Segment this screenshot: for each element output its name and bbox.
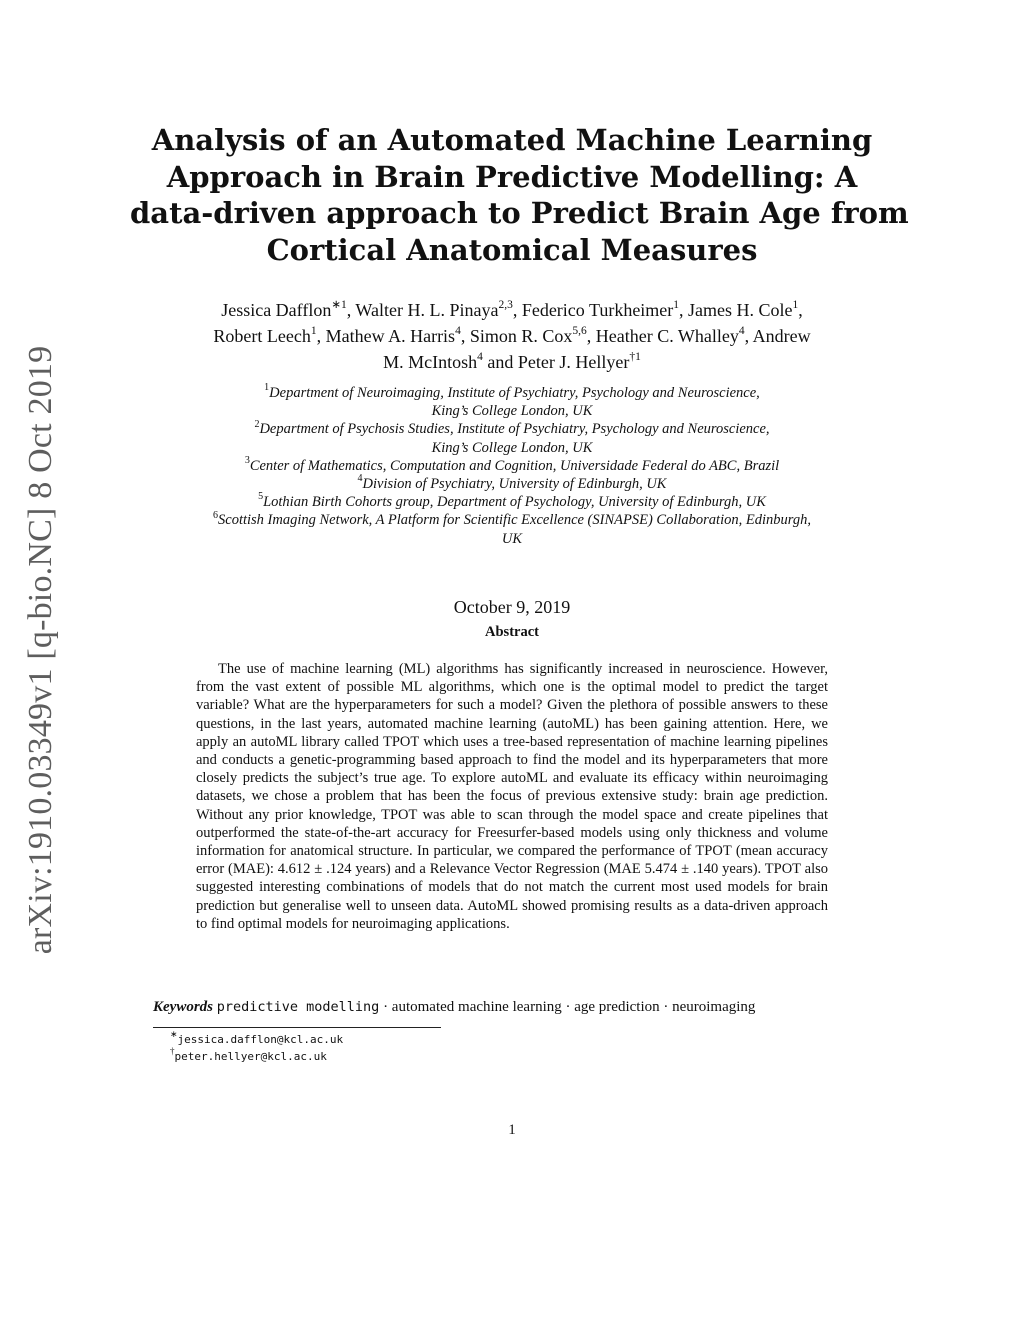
affiliation-mark: 2: [254, 418, 260, 430]
author-sep: ,: [512, 300, 522, 320]
affiliation-mark: 3: [244, 454, 250, 466]
affiliation-line: [120, 454, 904, 475]
title-line: Approach in Brain Predictive Modelling: A: [166, 159, 858, 194]
author-sep: and: [482, 352, 518, 372]
footnote-mark: †: [170, 1046, 175, 1057]
author-name: Federico Turkheimer: [521, 300, 674, 320]
affiliation-text: Division of Psychiatry, University of Edinburgh, UK: [362, 476, 667, 493]
author-sep: ,: [798, 300, 803, 320]
author-sep: ,: [586, 326, 596, 346]
author-affil-mark: †1: [629, 351, 641, 363]
author-line: [120, 297, 904, 323]
affiliation-line: [120, 420, 904, 438]
affiliation-mark: 4: [357, 473, 363, 485]
author-list: [120, 297, 904, 375]
paper-title: [130, 122, 909, 268]
keywords-line: [153, 999, 893, 1016]
affiliation-line: [120, 402, 904, 420]
affiliation-line: [120, 439, 904, 457]
affiliation-mark: 5: [258, 491, 264, 503]
affiliation-line: [120, 530, 904, 548]
title-line: data-driven approach to Predict Brain Age from: [130, 196, 909, 230]
author-name: Simon R. Cox: [469, 326, 573, 346]
author-sep: ,: [744, 326, 753, 346]
footnotes: [170, 1031, 343, 1065]
publication-date: October 9, 2019: [453, 597, 571, 617]
affiliation-mark: 1: [264, 382, 270, 394]
author-affil-mark: 4: [477, 351, 483, 363]
footnote-rule: [153, 1027, 441, 1028]
author-name: M. McIntosh: [383, 352, 478, 372]
affiliation-text: Lothian Birth Cohorts group, Department of Psychology, University of Edinburgh, UK: [263, 494, 766, 511]
author-name: Peter J. Hellyer: [517, 352, 630, 372]
author-name: Walter H. L. Pinaya: [355, 300, 499, 320]
author-name: James H. Cole: [688, 300, 793, 320]
author-affil-mark: 2,3: [498, 299, 513, 311]
author-affil-mark: 1: [310, 325, 317, 337]
affiliation-text: UK: [501, 530, 523, 547]
author-line: [120, 323, 904, 349]
abstract-body: The use of machine learning (ML) algorithms has significantly increased in neuroscience. However, from the vast extent of possible ML algorithms, which one is the optimal model to predict the target variable? What are the hyperparameters for such a model? Given the plethora of possible answers to these questions, in the last years, automated machine learning (autoML) has been gaining attention. Here, we apply an autoML library called TPOT which uses a tree-based representation of machine learning pipelines and conducts a genetic-programming based approach to find the model and its hyperparameters that more closely predicts the subject’s true age. To explore autoML and evaluate its efficacy within neuroimaging datasets, we chose a problem that has been the focus of previous extensive study: brain age prediction. Without any prior knowledge, TPOT was able to scan through the model space and create pipelines that outperformed the state-of-the-art accuracy for Freesurfer-based models using only thickness and volume information for anatomical structure. In particular, we compared the performance of TPOT (mean accuracy error (MAE): 4.612 ± .124 years) and a Relevance Vector Regression (MAE 5.474 ± .140 years). TPOT also suggested interesting combinations of models that do not match the current most used models for brain prediction but generalise well to unseen data. AutoML showed promising results as a data-driven approach to find optimal models for neuroimaging applications.: [196, 661, 828, 932]
footnote: [170, 1031, 343, 1048]
author-name: Mathew A. Harris: [325, 326, 456, 346]
footnote-email: jessica.dafflon@kcl.ac.uk: [177, 1033, 344, 1046]
affiliation-list: [120, 384, 904, 548]
keywords-label: Keywords: [153, 999, 213, 1015]
author-sep: ,: [679, 300, 689, 320]
arxiv-side-identifier: arXiv:1910.03349v1 [q-bio.NC] 8 Oct 2019: [22, 345, 59, 955]
author-name: Andrew: [752, 326, 811, 346]
affiliation-text: King’s College London, UK: [431, 439, 593, 456]
abstract-heading: Abstract: [485, 624, 539, 640]
author-sep: ,: [460, 326, 470, 346]
author-affil-mark: 5,6: [572, 325, 587, 337]
author-sep: ,: [346, 300, 356, 320]
keywords-rest: · automated machine learning · age prediction · neuroimaging: [379, 999, 756, 1015]
author-name: Robert Leech: [213, 326, 311, 346]
page-number: 1: [508, 1122, 516, 1138]
affiliation-mark: 6: [213, 509, 219, 521]
affiliation-text: Center of Mathematics, Computation and Cognition, Universidade Federal do ABC, Brazil: [249, 457, 780, 474]
title-line: Cortical Anatomical Measures: [266, 232, 758, 267]
author-sep: ,: [316, 326, 326, 346]
affiliation-text: Scottish Imaging Network, A Platform for Scientific Excellence (SINAPSE) Collaboration, Edinburgh,: [218, 512, 811, 529]
affiliation-line: [120, 384, 904, 402]
author-name: Heather C. Whalley: [595, 326, 739, 346]
title-line: Analysis of an Automated Machine Learning: [151, 123, 873, 157]
affiliation-line: [120, 475, 904, 493]
affiliation-text: Department of Neuroimaging, Institute of Psychiatry, Psychology and Neuroscience,: [269, 385, 760, 401]
author-line: [120, 349, 904, 375]
author-affil-mark: ∗1: [331, 299, 347, 311]
footnote-email: peter.hellyer@kcl.ac.uk: [174, 1050, 327, 1063]
author-affil-mark: 4: [738, 325, 745, 337]
author-name: Jessica Dafflon: [221, 300, 332, 320]
author-affil-mark: 4: [455, 325, 461, 337]
footnote-mark: ∗: [170, 1029, 178, 1040]
footnote: [170, 1048, 343, 1065]
affiliation-text: King’s College London, UK: [431, 403, 593, 420]
affiliation-line: [120, 493, 904, 511]
author-affil-mark: 1: [792, 299, 799, 311]
author-affil-mark: 1: [673, 299, 680, 311]
affiliation-text: Department of Psychosis Studies, Institute of Psychiatry, Psychology and Neuroscience,: [259, 421, 770, 438]
affiliation-line: [120, 511, 904, 529]
keyword-first: predictive modelling: [216, 999, 380, 1015]
